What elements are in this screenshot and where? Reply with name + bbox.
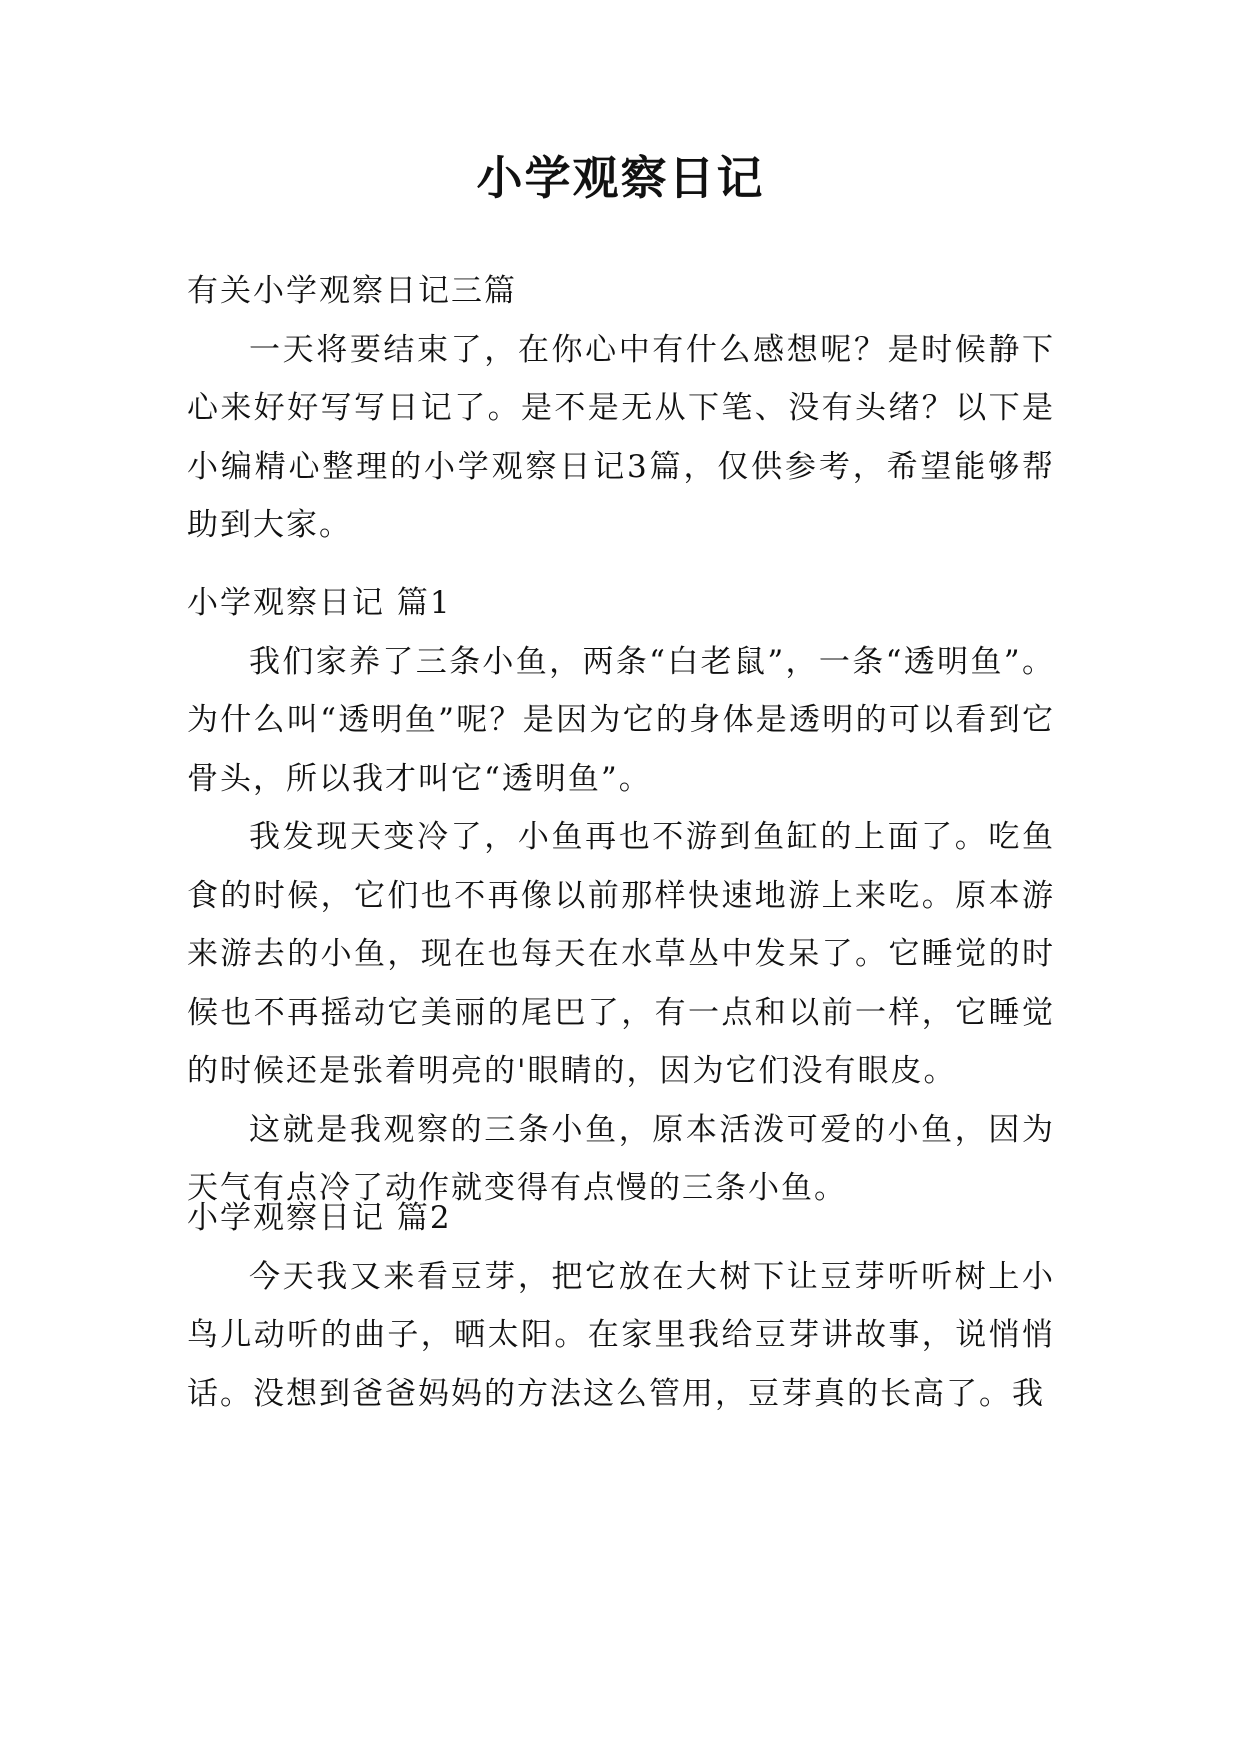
section-1 xyxy=(187,574,1055,1218)
section-2-paragraph-1: 今天我又来看豆芽，把它放在大树下让豆芽听听树上小鸟儿动听的曲子，晒太阳。在家里我给豆芽讲故事，说悄悄话。没想到爸爸妈妈的方法这么管用，豆芽真的长高了。我 xyxy=(187,1258,1055,1412)
intro-heading: 有关小学观察日记三篇 xyxy=(187,273,517,309)
section-1-paragraph-2: 我发现天变冷了，小鱼再也不游到鱼缸的上面了。吃鱼食的时候，它们也不再像以前那样快速地游上来吃。原本游来游去的小鱼，现在也每天在水草丛中发呆了。它睡觉的时候也不再摇动它美丽的尾巴了，有一点和以前一样，它睡觉的时候还是张着明亮的'眼睛的，因为它们没有眼皮。 xyxy=(187,819,1055,1089)
section-2 xyxy=(187,1189,1055,1423)
section-2-heading: 小学观察日记 篇2 xyxy=(187,1200,452,1236)
intro-paragraph: 一天将要结束了，在你心中有什么感想呢？是时候静下心来好好写写日记了。是不是无从下笔、没有头绪？以下是小编精心整理的小学观察日记3篇，仅供参考，希望能够帮助到大家。 xyxy=(187,331,1055,543)
section-1-paragraph-1: 我们家养了三条小鱼，两条“白老鼠”，一条“透明鱼”。为什么叫“透明鱼”呢？是因为它的身体是透明的可以看到它骨头，所以我才叫它“透明鱼”。 xyxy=(187,643,1055,797)
document-title: 小学观察日记 xyxy=(476,151,765,205)
section-1-heading: 小学观察日记 篇1 xyxy=(187,585,452,621)
intro-block xyxy=(187,262,1055,555)
section-1-paragraph-3: 这就是我观察的三条小鱼，原本活泼可爱的小鱼，因为天气有点冷了动作就变得有点慢的三条小鱼。 xyxy=(187,1111,1055,1206)
